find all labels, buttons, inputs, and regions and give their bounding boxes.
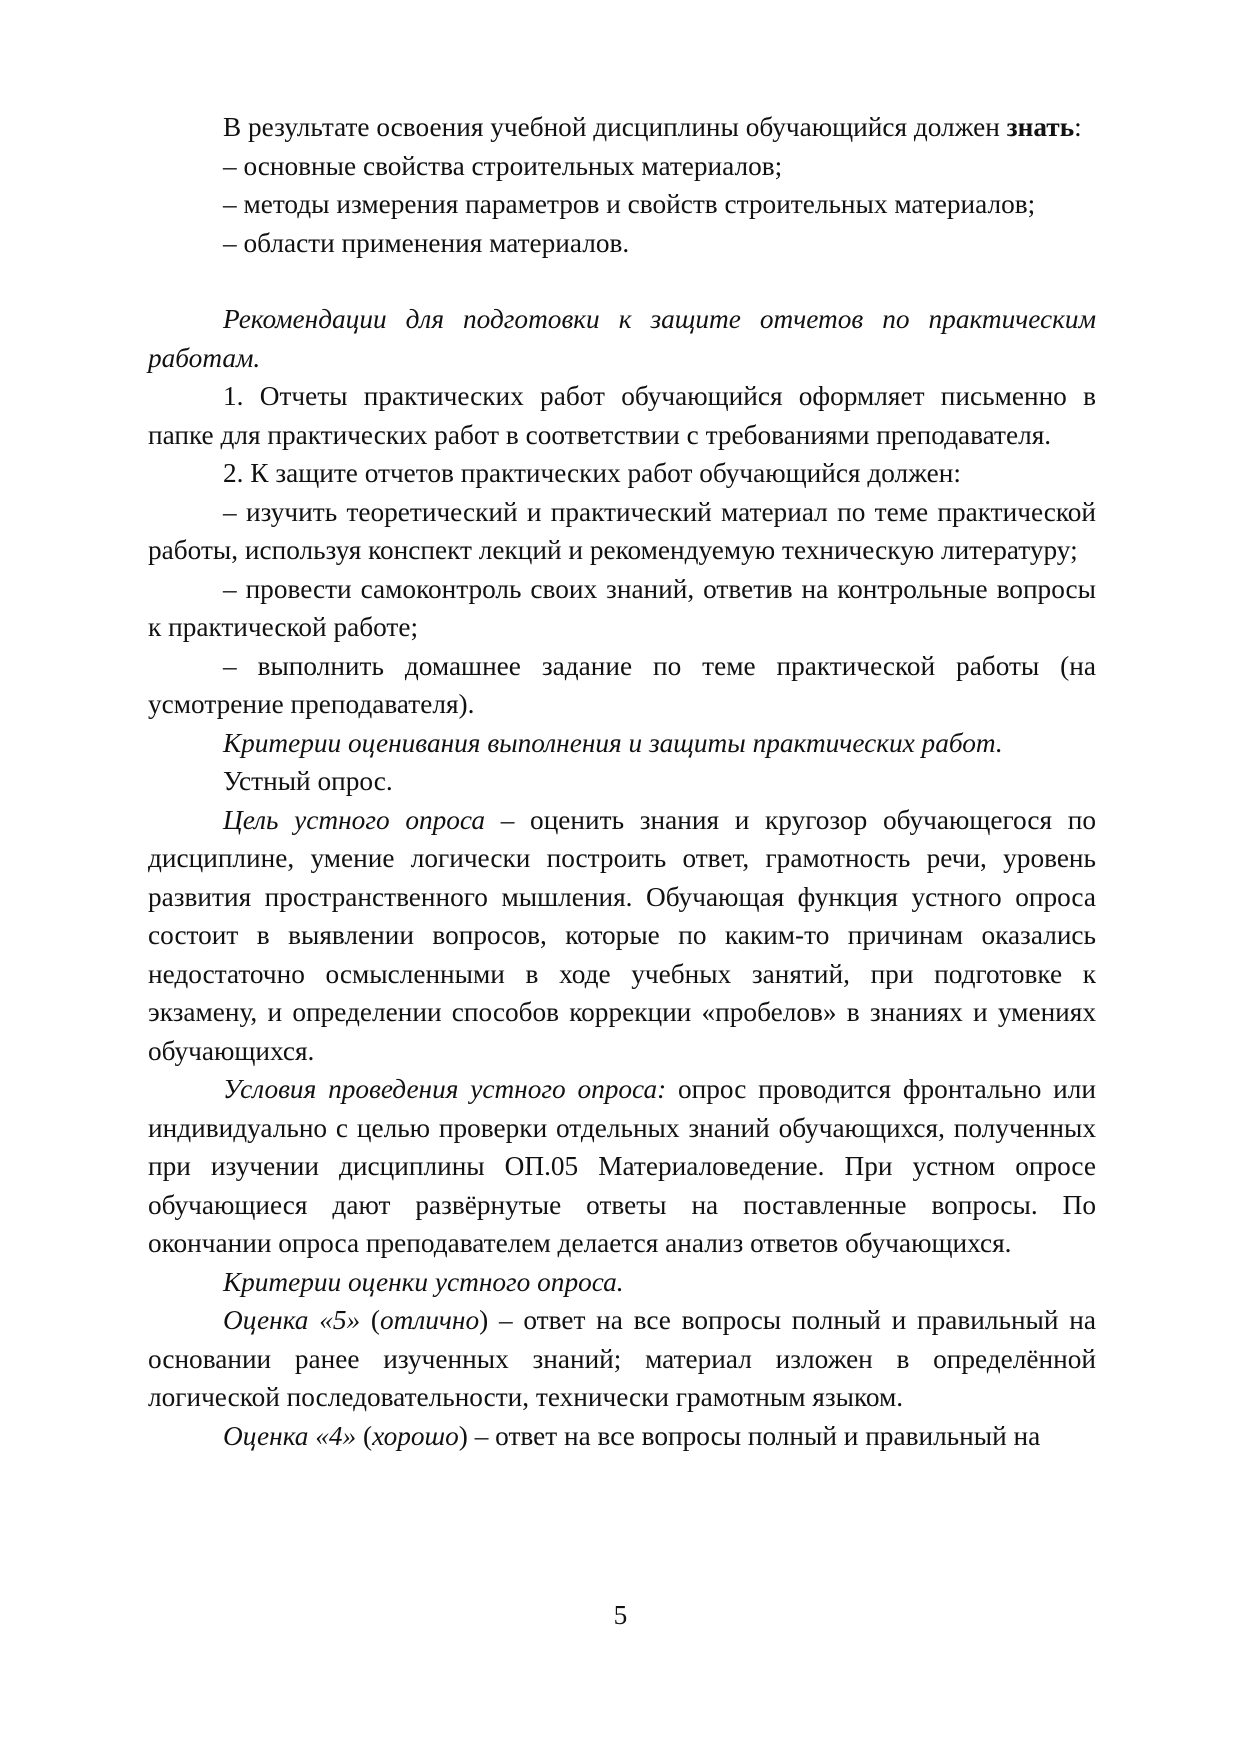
recommendations-paragraph-2: 2. К защите отчетов практических работ обучающийся должен: xyxy=(223,458,961,488)
know-colon: : xyxy=(1074,112,1082,142)
grade-5-label: Оценка «5» xyxy=(223,1305,361,1335)
oral-criteria-heading: Критерии оценки устного опроса. xyxy=(223,1266,624,1297)
recommendations-heading: Рекомендации для подготовки к защите отчетов по практическим работам. xyxy=(148,304,1096,373)
conditions-paragraph xyxy=(148,1070,1096,1263)
grade-4-paren: ( xyxy=(356,1420,373,1451)
recommendations-item-1: – изучить теоретический и практический материал по теме практической работы, используя конспект лекций и рекомендуемую техническую литературу; xyxy=(148,496,1096,565)
recommendations-paragraph-1: 1. Отчеты практических работ обучающийся оформляет письменно в папке для практических работ в соответствии с требованиями преподавателя. xyxy=(148,381,1096,450)
grade-4-text: ) – ответ на все вопросы полный и правильный на xyxy=(458,1420,1041,1451)
know-paragraph xyxy=(148,108,1096,147)
conditions-label: Условия проведения устного опроса: xyxy=(223,1074,667,1104)
criteria-heading: Критерии оценивания выполнения и защиты практических работ. xyxy=(223,727,1003,758)
know-bold-word: знать xyxy=(1006,112,1075,142)
grade-5-paren: ( xyxy=(360,1305,380,1335)
oral-survey-title: Устный опрос. xyxy=(223,766,393,796)
goal-paragraph xyxy=(148,801,1096,1071)
goal-text: – оценить знания и кругозор обучающегося по дисциплине, умение логически построить ответ, грамотность речи, уровень развития пространственного мышления. Обучающая функция устного опроса состоит в выявлении вопросов, которые по каким-то причинам оказались недостаточно осмысленными в ходе учебных занятий, при подготовке к экзамену, и определении способов коррекции «пробелов» в знаниях и умениях обучающихся. xyxy=(148,804,1097,1066)
conditions-text: опрос проводится фронтально или индивидуально с целью проверки отдельных знаний обучающихся, полученных при изучении дисциплины ОП.05 Материаловедение. При устном опросе обучающиеся дают развёрнутые ответы на поставленные вопросы. По окончании опроса преподавателем делается анализ ответов обучающихся. xyxy=(148,1074,1096,1258)
grade-4-paragraph xyxy=(148,1417,1096,1456)
recommendations-item-3: – выполнить домашнее задание по теме практической работы (на усмотрение преподавателя). xyxy=(148,650,1096,719)
grade-5-text: ) – ответ на все вопросы полный и правильный на основании ранее изученных знаний; материал изложен в определённой логической последовательности, технически грамотным языком. xyxy=(148,1305,1096,1412)
recommendations-item-2: – провести самоконтроль своих знаний, ответив на контрольные вопросы к практической работе; xyxy=(148,573,1096,642)
goal-label: Цель устного опроса xyxy=(223,804,485,835)
grade-5-word: отлично xyxy=(380,1305,480,1335)
page-content xyxy=(148,108,1096,1455)
paragraph-gap xyxy=(148,262,1096,300)
grade-4-word: хорошо xyxy=(372,1420,459,1451)
grade-5-paragraph xyxy=(148,1301,1096,1417)
know-item-2: – методы измерения параметров и свойств строительных материалов; xyxy=(223,189,1036,219)
page-number: 5 xyxy=(613,1600,628,1630)
know-item-1: – основные свойства строительных материалов; xyxy=(223,150,783,181)
grade-4-label: Оценка «4» xyxy=(223,1420,357,1451)
know-lead-text: В результате освоения учебной дисциплины обучающийся должен xyxy=(223,112,1007,142)
know-item-3: – области применения материалов. xyxy=(223,227,630,258)
